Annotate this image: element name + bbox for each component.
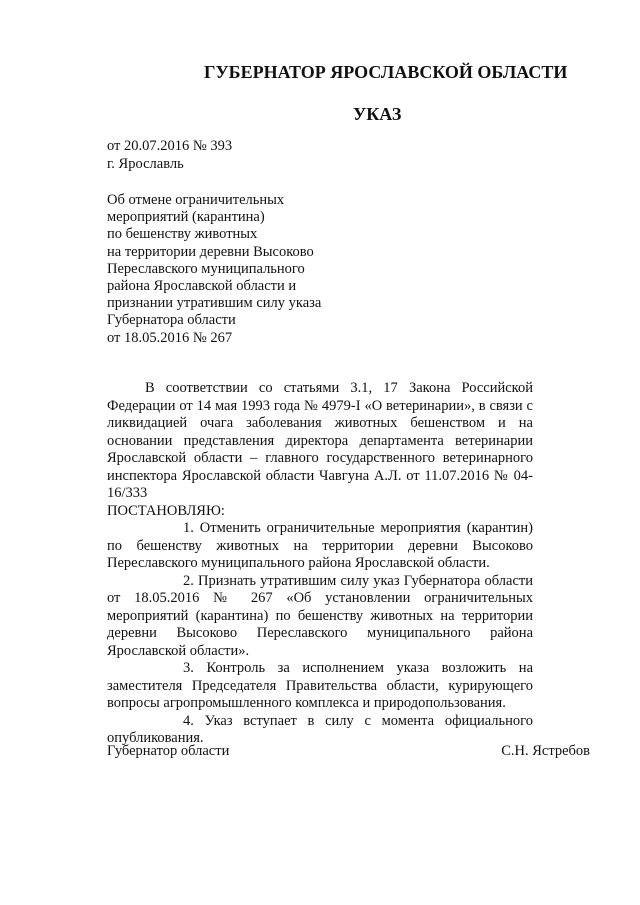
- document-place: г. Ярославль: [107, 155, 184, 172]
- decree-item-text: Указ вступает в силу с момента официального опубликования.: [107, 712, 533, 746]
- document-subject: [107, 192, 321, 347]
- document-date-number: от 20.07.2016 № 393: [107, 138, 233, 154]
- subject-line: признании утратившим силу указа: [107, 295, 322, 312]
- document-authority: ГУБЕРНАТОР ЯРОСЛАВСКОЙ ОБЛАСТИ: [204, 62, 568, 82]
- document-type: УКАЗ: [353, 104, 402, 124]
- decree-item-text: Контроль за исполнением указа возложить на заместителя Председателя Правительства области, курирующего вопросы агропромышленного комплекса и природопользования.: [107, 660, 534, 711]
- signatory-name: С.Н. Ястребов: [501, 743, 590, 759]
- subject-line: мероприятий (карантина): [107, 209, 265, 226]
- decree-item-number: 3.: [183, 660, 194, 676]
- document-body: [107, 380, 533, 748]
- subject-line: Об отмене ограничительных: [107, 192, 285, 208]
- decree-item-number: 2.: [183, 572, 194, 589]
- signature-block: [107, 743, 590, 761]
- preamble-paragraph: В соответствии со статьями 3.1, 17 Закона Российской Федерации от 14 мая 1993 года № 4979-I «О ветеринарии», в связи с ликвидацией очага заболевания животных бешенством и на основании представления директора департамента ветеринарии Ярославской области – главного государственного ветеринарного инспектора Ярославской области Чавгуна А.Л. от 11.07.2016 № 04-16/333: [107, 380, 533, 501]
- subject-line: от 18.05.2016 № 267: [107, 329, 233, 346]
- subject-line: района Ярославской области и: [107, 277, 297, 294]
- document-meta: [107, 138, 232, 173]
- decree-item-text: Признать утратившим силу указ Губернатора области от 18.05.2016 № 267 «Об установлении ограничительных мероприятий (карантина) по бешенству животных на территории деревни Высоково Переславского муниципального района Ярославской области».: [107, 572, 534, 659]
- decree-item: [107, 573, 533, 661]
- signatory-position: Губернатор области: [107, 743, 230, 759]
- decree-item-number: 1.: [183, 520, 194, 536]
- subject-line: по бешенству животных: [107, 226, 258, 243]
- decree-item-text: Отменить ограничительные мероприятия (карантин) по бешенству животных на территории деревни Высоково Переславского муниципального района Ярославской области.: [107, 520, 533, 571]
- decree-item: [107, 520, 533, 573]
- decree-item: [107, 660, 533, 713]
- subject-line: Переславского муниципального: [107, 260, 305, 277]
- resolve-heading: ПОСТАНОВЛЯЮ:: [107, 502, 225, 519]
- decree-item-number: 4.: [183, 712, 194, 729]
- subject-line: Губернатора области: [107, 312, 236, 329]
- subject-line: на территории деревни Высоково: [107, 243, 314, 260]
